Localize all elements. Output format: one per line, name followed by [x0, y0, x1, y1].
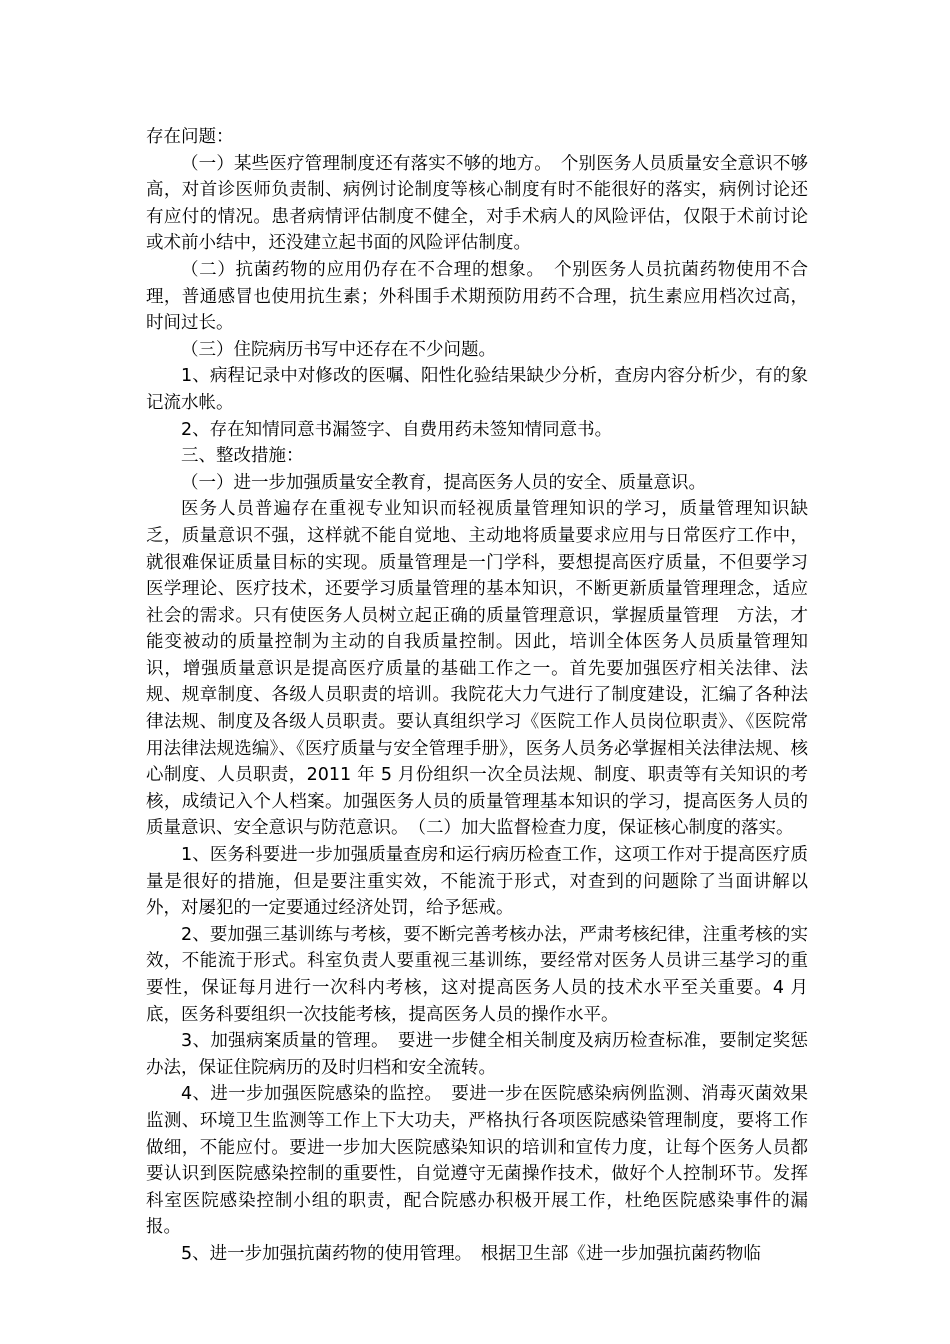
- document-body: [146, 124, 808, 1268]
- section-heading-problems: 存在问题：: [146, 127, 234, 147]
- paragraph-problem-3-item-1: 1、病程记录中对修改的医嘱、阳性化验结果缺少分析，查房内容分析少，有的象记流水帐。: [146, 366, 808, 413]
- paragraph-measure-1-body: 医务人员普遍存在重视专业知识而轻视质量管理知识的学习，质量管理知识缺乏，质量意识不强，这样就不能自觉地、主动地将质量要求应用与日常医疗工作中，就很难保证质量目标的实现。质量管理是一门学科，要想提高医疗质量，不但要学习医学理论、医疗技术，还要学习质量管理的基本知识，不断更新质量管理理念，适应社会的需求。只有使医务人员树立起正确的质量管理意识，掌握质量管理 方法，才能变被动的质量控制为主动的自我质量控制。因此，培训全体医务人员质量管理知识，增强质量意识是提高医疗质量的基础工作之一。首先要加强医疗相关法律、法规、规章制度、各级人员职责的培训。我院花大力气进行了制度建设，汇编了各种法律法规、制度及各级人员职责。要认真组织学习《医院工作人员岗位职责》、《医院常用法律法规选编》、《医疗质量与安全管理手册》，医务人员务必掌握相关法律法规、核心制度、人员职责，2011 年 5 月份组织一次全员法规、制度、职责等有关知识的考核，成绩记入个人档案。加强医务人员的质量管理基本知识的学习，提高医务人员的质量意识、安全意识与防范意识。 （二）加大监督检查力度，保证核心制度的落实。: [146, 499, 808, 839]
- paragraph-measure-2-item-3: 3、加强病案质量的管理。 要进一步健全相关制度及病历检查标准，要制定奖惩办法，保证住院病历的及时归档和安全流转。: [146, 1031, 808, 1078]
- paragraph-measure-2-item-1: 1、医务科要进一步加强质量查房和运行病历检查工作，这项工作对于提高医疗质量是很好的措施，但是要注重实效，不能流于形式，对查到的问题除了当面讲解以外，对屡犯的一定要通过经济处罚，给予惩戒。: [146, 845, 808, 919]
- paragraph-problem-2: （二）抗菌药物的应用仍存在不合理的想象。 个别医务人员抗菌药物使用不合理，普通感冒也使用抗生素；外科围手术期预防用药不合理，抗生素应用档次过高，时间过长。: [146, 259, 808, 334]
- paragraph-measure-2-item-5: 5、进一步加强抗菌药物的使用管理。 根据卫生部《进一步加强抗菌药物临: [181, 1243, 761, 1264]
- paragraph-problem-1: （一）某些医疗管理制度还有落实不够的地方。 个别医务人员质量安全意识不够高，对首诊医师负责制、病例讨论制度等核心制度有时不能很好的落实，病例讨论还有应付的情况。患者病情评估制度不健全，对手术病人的风险评估，仅限于术前讨论或术前小结中，还没建立起书面的风险评估制度。: [146, 153, 808, 254]
- paragraph-measure-2-item-4: 4、进一步加强医院感染的监控。 要进一步在医院感染病例监测、消毒灭菌效果监测、环境卫生监测等工作上下大功夫，严格执行各项医院感染管理制度，要将工作做细，不能应付。要进一步加大医院感染知识的培训和宣传力度，让每个医务人员都要认识到医院感染控制的重要性，自觉遵守无菌操作技术，做好个人控制环节。发挥科室医院感染控制小组的职责，配合院感办积极开展工作，杜绝医院感染事件的漏报。: [146, 1084, 808, 1238]
- paragraph-problem-3-item-2: 2、存在知情同意书漏签字、自费用药未签知情同意书。: [181, 419, 613, 440]
- paragraph-problem-3: （三）住院病历书写中还存在不少问题。: [181, 339, 496, 360]
- paragraph-measure-2-item-2: 2、要加强三基训练与考核，要不断完善考核办法，严肃考核纪律，注重考核的实效，不能流于形式。科室负责人要重视三基训练，要经常对医务人员讲三基学习的重要性，保证每月进行一次科内考核，这对提高医务人员的技术水平至关重要。4 月底，医务科要组织一次技能考核，提高医务人员的操作水平。: [146, 924, 808, 1025]
- section-heading-measures: 三、整改措施：: [181, 446, 304, 467]
- paragraph-measure-1-title: （一）进一步加强质量安全教育，提高医务人员的安全、质量意识。: [181, 472, 706, 493]
